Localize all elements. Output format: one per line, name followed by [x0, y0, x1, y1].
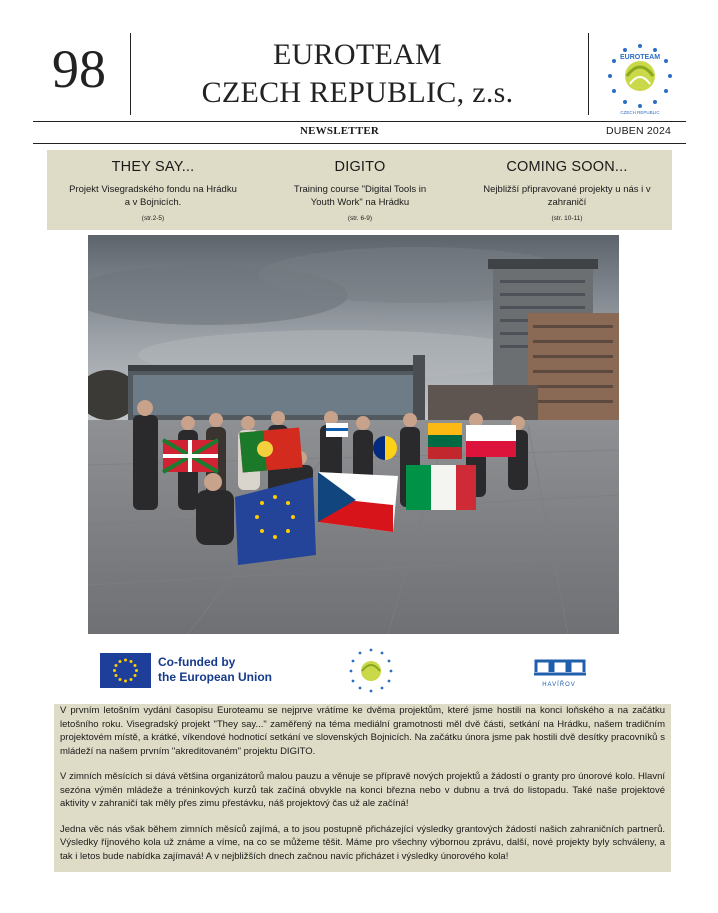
- issue-date: DUBEN 2024: [606, 125, 672, 137]
- intro-article: [54, 704, 671, 872]
- havirov-logo: [522, 648, 596, 694]
- eu-line-1: Co-funded by: [158, 655, 236, 669]
- teaser-title: THEY SAY...: [111, 159, 195, 175]
- eu-line-2: the European Union: [158, 670, 272, 684]
- divider: [130, 33, 131, 115]
- header-rule: [33, 143, 686, 144]
- euroteam-logo: [600, 38, 680, 118]
- teaser-coming-soon: [463, 150, 671, 225]
- logo-subtext: CZECH REPUBLIC: [620, 110, 660, 115]
- teaser-digito: [256, 150, 464, 225]
- title-line-2: CZECH REPUBLIC, z.s.: [201, 76, 514, 109]
- havirov-text: HAVÍŘOV: [542, 682, 576, 688]
- teaser-text: Training course "Digital Tools in Youth Work" na Hrádku (str. 6-9): [285, 183, 435, 225]
- teaser-title: DIGITO: [334, 159, 386, 175]
- teaser-they-say: [49, 150, 257, 225]
- article-paragraph: Jedna věc nás však během zimních měsíců zajímá, a to jsou postupně přicházející výsledky grantových žádostí našich zahraničních partnerů. Výsledky říjnového kola už známe a víme, na co se můžeme těšit. Máme pro všechny výbornou zprávu, další, nové projekty byly schváleny, a tak i letos bude nabídka zajímavá! A v nejbližších dnech začnou navíc přicházet i výsledky únorového kola!: [60, 823, 665, 862]
- teaser-text: Nejbližší připravované projekty u nás i v zahraničí (str. 10-11): [472, 183, 662, 225]
- article-paragraph: V zimních měsících si dává většina organizátorů malou pauzu a věnuje se přípravě nových projektů a žádostí o granty pro únorové kolo. Hlavní sezóna výměn mládeže a tréninkových kurzů tak začíná obvykle na konci března nebo v dubnu a trvá do listopadu. Také naše projektové aktivity v zahraničí tak měly přes zimu přestávku, náš projektový čas už ale začíná!: [60, 771, 665, 809]
- teaser-pages: (str.2-5): [141, 215, 165, 222]
- issue-number: 98: [52, 39, 106, 99]
- teaser-text: Projekt Visegradského fondu na Hrádku a v Bojnicích. (str.2-5): [66, 183, 241, 225]
- article-paragraph: V prvním letošním vydání časopisu Euroteamu se nejprve vrátíme ke dvěma projektům, které jsme hostili na konci loňského a na začátku letošního roku. Visegradský projekt "They say..." zaměřený na téma mediální gramotnosti měl dvě části, setkání na Hrádku, našem tradičním projektovém místě, a krátké, víkendové hodnoticí setkání ve slovenských Bojnicích. Na začátku února jsme pak hostili dvě desítky pracovníků s mládeží na našem prvním "akreditovaném" projektu DIGITO.: [60, 705, 665, 757]
- group-photo: [88, 235, 619, 634]
- eu-cofunded-text: [158, 655, 288, 685]
- title-line-1: EUROTEAM: [272, 38, 443, 71]
- contents-box: [47, 150, 672, 230]
- masthead-title: [140, 36, 575, 112]
- header-rule: [33, 121, 686, 122]
- divider: [588, 33, 589, 115]
- teaser-title: COMING SOON...: [506, 159, 628, 175]
- newsletter-label: NEWSLETTER: [300, 125, 380, 137]
- teaser-pages: (str. 10-11): [551, 215, 583, 222]
- logo-text: EUROTEAM: [619, 54, 661, 61]
- teaser-pages: (str. 6-9): [347, 215, 373, 222]
- eu-flag-icon: [100, 653, 151, 688]
- euroteam-small-logo: [345, 645, 397, 697]
